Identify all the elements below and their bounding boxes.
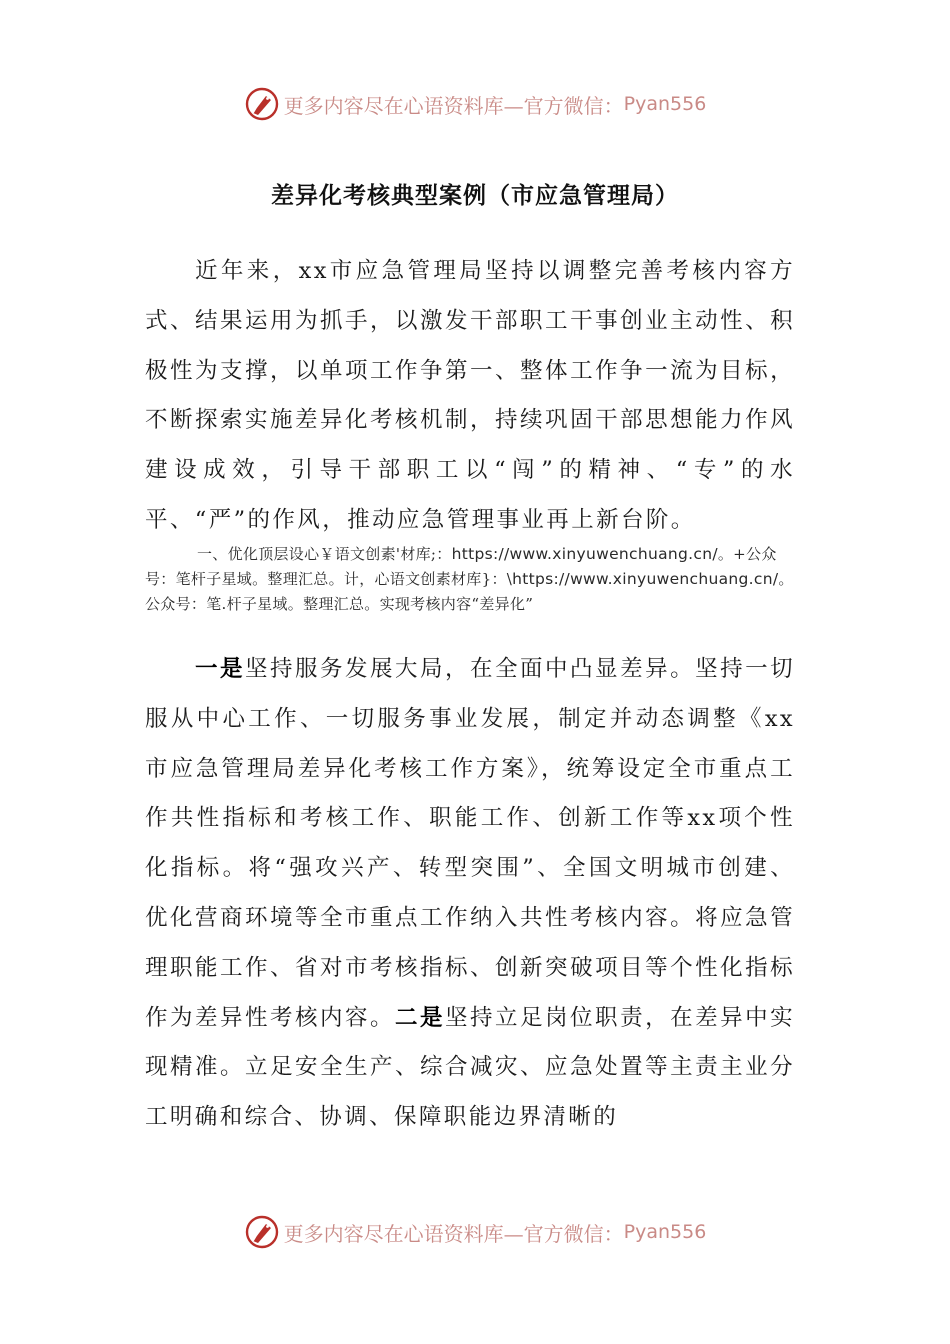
paragraph-body-text1: 坚持服务发展大局，在全面中凸显差异。坚持一切服从中心工作、一切服务事业发展，制定并动态调整《xx市应急管理局差异化考核工作方案》，统筹设定全市重点工作共性指标和考核工作、职能工作、创新工作等xx项个性化指标。将“强攻兴产、转型突围”、全国文明城市创建、优化营商环境等全市重点工作纳入共性考核内容。将应急管理职能工作、省对市考核指标、创新突破项目等个性化指标作为差异性考核内容。 xyxy=(145,656,795,1031)
header-banner xyxy=(0,84,950,124)
section-heading-url1: https://www.xinyuwenchuang.cn/ xyxy=(451,545,718,563)
section-heading-url2: https://www.xinyuwenchuang.cn/ xyxy=(512,570,779,588)
banner-wechat-id: Pyan556 xyxy=(623,1221,707,1243)
section-heading-part2: 。+公众号：笔杆子星域。整理汇总。计，心语文创素材库}：\ xyxy=(145,545,777,588)
pen-nib-logo-icon xyxy=(244,86,280,122)
paragraph-body-text2: 坚持立足岗位职责，在差异中实现精准。立足安全生产、综合减灾、应急处置等主责主业分工明确和综合、协调、保障职能边界清晰的 xyxy=(145,1004,795,1131)
banner-text: 更多内容尽在心语资料库—官方微信： xyxy=(283,93,624,118)
section-heading-part1: 一、优化顶层设心￥语文创素'材库;： xyxy=(197,545,452,563)
lead-first: 一是 xyxy=(195,656,246,682)
paragraph-body xyxy=(145,645,795,1143)
pen-nib-logo-icon xyxy=(244,1214,280,1250)
section-heading xyxy=(145,542,797,617)
lead-second: 二是 xyxy=(395,1004,446,1031)
banner-text: 更多内容尽在心语资料库—官方微信： xyxy=(283,1221,624,1246)
paragraph-intro: 近年来，xx市应急管理局坚持以调整完善考核内容方式、结果运用为抓手，以激发干部职工干事创业主动性、积极性为支撑，以单项工作争第一、整体工作争一流为目标，不断探索实施差异化考核机制，持续巩固干部思想能力作风建设成效，引导干部职工以“闯”的精神、“专”的水平、“严”的作风，推动应急管理事业再上新台阶。 xyxy=(145,258,795,533)
section-heading-part3: 。公众号：笔.杆子星域。整理汇总。实现考核内容“差异化” xyxy=(145,570,794,613)
banner-wechat-id: Pyan556 xyxy=(623,93,707,115)
footer-banner xyxy=(0,1212,950,1252)
document-title: 差异化考核典型案例（市应急管理局） xyxy=(271,183,679,209)
